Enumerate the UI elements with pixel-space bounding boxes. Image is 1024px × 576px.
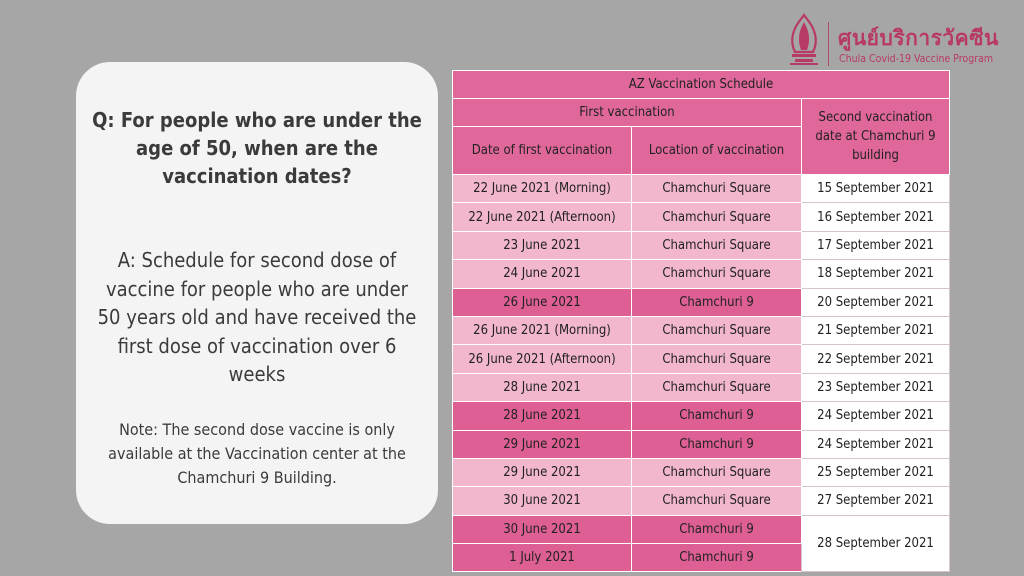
first-dose-date-cell: 24 June 2021 (453, 260, 632, 288)
second-dose-date-cell: 20 September 2021 (802, 288, 950, 316)
faq-card (76, 62, 438, 524)
table-row (453, 260, 950, 288)
first-dose-date-cell: 29 June 2021 (453, 430, 632, 458)
location-cell: Chamchuri Square (632, 487, 802, 515)
second-dose-date-cell: 22 September 2021 (802, 345, 950, 373)
question-text: Q: For people who are under the age of 50, when are the vaccination dates? (92, 108, 422, 188)
az-vaccination-schedule-table (452, 70, 950, 572)
schedule-rows (453, 175, 950, 572)
first-dose-date-cell: 1 July 2021 (453, 544, 632, 572)
first-dose-date-cell: 28 June 2021 (453, 402, 632, 430)
second-dose-date-cell: 27 September 2021 (802, 487, 950, 515)
logo-divider (828, 22, 829, 66)
second-vaccination-header: Second vaccination date at Chamchuri 9 building (802, 99, 950, 175)
chula-emblem-icon (784, 12, 824, 68)
location-cell: Chamchuri Square (632, 316, 802, 344)
first-dose-date-cell: 22 June 2021 (Afternoon) (453, 203, 632, 231)
table-row (453, 175, 950, 203)
second-dose-date-cell: 24 September 2021 (802, 402, 950, 430)
second-dose-date-cell: 25 September 2021 (802, 458, 950, 486)
location-column-header: Location of vaccination (632, 127, 802, 175)
location-cell: Chamchuri Square (632, 231, 802, 259)
table-row (453, 402, 950, 430)
location-cell: Chamchuri 9 (632, 515, 802, 543)
location-cell: Chamchuri 9 (632, 430, 802, 458)
first-vaccination-header: First vaccination (453, 99, 802, 127)
second-dose-date-cell: 24 September 2021 (802, 430, 950, 458)
location-cell: Chamchuri Square (632, 373, 802, 401)
second-dose-date-cell: 21 September 2021 (802, 316, 950, 344)
first-dose-date-cell: 26 June 2021 (Afternoon) (453, 345, 632, 373)
table-row (453, 430, 950, 458)
table-row (453, 316, 950, 344)
table-row (453, 203, 950, 231)
table-row (453, 373, 950, 401)
logo-thai-name: ศูนย์บริการวัคซีน (838, 26, 999, 50)
location-cell: Chamchuri 9 (632, 544, 802, 572)
first-dose-date-cell: 30 June 2021 (453, 515, 632, 543)
first-dose-date-cell: 30 June 2021 (453, 487, 632, 515)
first-dose-date-cell: 23 June 2021 (453, 231, 632, 259)
second-dose-date-cell: 18 September 2021 (802, 260, 950, 288)
logo-subtitle: Chula Covid-19 Vaccine Program (839, 53, 994, 65)
location-cell: Chamchuri Square (632, 345, 802, 373)
first-dose-date-cell: 28 June 2021 (453, 373, 632, 401)
table-row (453, 515, 950, 543)
table-row (453, 288, 950, 316)
table-row (453, 487, 950, 515)
table-row (453, 458, 950, 486)
second-dose-date-cell: 28 September 2021 (802, 515, 950, 572)
location-cell: Chamchuri Square (632, 175, 802, 203)
note-text: Note: The second dose vaccine is only available at the Vaccination center at the Chamchuri 9 Building. (108, 420, 406, 487)
second-dose-date-cell: 15 September 2021 (802, 175, 950, 203)
location-cell: Chamchuri 9 (632, 402, 802, 430)
first-dose-date-cell: 29 June 2021 (453, 458, 632, 486)
first-dose-date-cell: 26 June 2021 (453, 288, 632, 316)
first-dose-date-cell: 22 June 2021 (Morning) (453, 175, 632, 203)
table-row (453, 231, 950, 259)
first-dose-date-cell: 26 June 2021 (Morning) (453, 316, 632, 344)
location-cell: Chamchuri 9 (632, 288, 802, 316)
table-title: AZ Vaccination Schedule (453, 71, 950, 99)
location-cell: Chamchuri Square (632, 458, 802, 486)
answer-text: A: Schedule for second dose of vaccine for people who are under 50 years old and have received the first dose of vaccination over 6 weeks (97, 248, 417, 386)
chula-vaccine-logo (784, 12, 1004, 70)
second-dose-date-cell: 17 September 2021 (802, 231, 950, 259)
date-column-header: Date of first vaccination (453, 127, 632, 175)
location-cell: Chamchuri Square (632, 203, 802, 231)
table-row (453, 345, 950, 373)
second-dose-date-cell: 23 September 2021 (802, 373, 950, 401)
location-cell: Chamchuri Square (632, 260, 802, 288)
second-dose-date-cell: 16 September 2021 (802, 203, 950, 231)
